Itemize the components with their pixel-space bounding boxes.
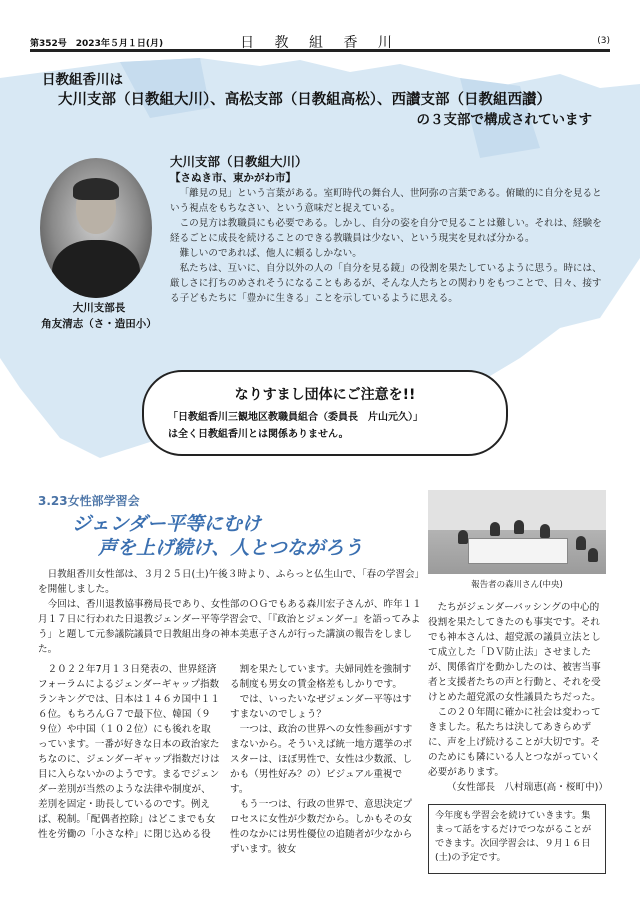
article-headline (72, 512, 363, 560)
branch-paragraph: この見方は教職員にも必要である。しかし、自分の姿を自分で見ることは難しい。それは、経験を経るごとに成長を続けることのできる教職員は少ない、という現実を見れば分かる。 (170, 218, 602, 244)
article-paragraph: たちがジェンダーバッシングの中心的役割を果たしてきたのも事実です。それでも神本さんは、超党派の議員立法として成立した「ＤＶ防止法」させましたが、関係省庁を動かしたのは、被害当事者と支援者たちの声と行動と、それを受けとめた超党派の女性議員たちだった。 (428, 602, 601, 703)
article-column-3 (428, 600, 608, 795)
page-header (30, 30, 610, 52)
impersonation-notice (142, 370, 508, 456)
headline-line-2: 声を上げ続け、人とつながろう (98, 537, 363, 559)
intro-block (42, 70, 602, 130)
photo-caption: 報告者の森川さん(中央) (471, 580, 563, 590)
branch-paragraph: 難しいのであれば、他人に頼るしかない。 (179, 248, 362, 259)
article-paragraph: 一つは、政治の世界への女性参画がすすまないから。そういえば統一地方選挙のポスターは、ほぼ男性で、女性は少数派、しかも（男性好み？の）ビジュアル重視です。 (230, 724, 413, 795)
notice-title: なりすまし団体にご注意を!! (234, 387, 416, 403)
branch-message (170, 153, 602, 306)
intro-line-2: 大川支部（日教組大川）、高松支部（日教組高松）、西讃支部（日教組西讃） (58, 92, 551, 108)
article-column-2 (230, 662, 420, 857)
article-paragraph: では、いったいなぜジェンダー平等はすすまないのでしょう？ (230, 694, 412, 720)
branch-leader-portrait (40, 158, 152, 298)
newsletter-title: 日 教 組 香 川 (240, 35, 400, 51)
article-signature: （女性部長 八村瑞恵(高・桜町中)） (447, 782, 608, 793)
branch-paragraph: 「離見の見」という言葉がある。室町時代の舞台人、世阿弥の言葉である。俯瞰的に自分を見るという視点をもちなさい、という意味だと捉えている。 (170, 188, 602, 214)
lead-paragraph: 日教組香川女性部は、３月２５日(土)午後３時より、ふらっと仏生山で、「春の学習会」を開催しました。 (38, 569, 420, 595)
issue-number: 第352号 2023年５月１日(月) (30, 39, 164, 49)
portrait-caption (34, 300, 164, 332)
meeting-photo (428, 490, 606, 574)
branch-area: 【さぬき市、東かがわ市】 (170, 172, 296, 184)
headline-line-1: ジェンダー平等にむけ (72, 513, 261, 535)
header-rule (30, 49, 610, 52)
portrait-caption-title: 大川支部長 (72, 302, 126, 314)
article-lead (38, 567, 422, 657)
page-number: (3) (597, 36, 610, 46)
article-paragraph: 割を果たしています。夫婦同姓を強制する制度も男女の賃金格差もしかりです。 (230, 664, 412, 690)
notice-line-1: 「日教組香川三観地区教職員組合（委員長 片山元久）」 (168, 412, 423, 423)
notice-line-2: は全く日教組香川とは関係ありません。 (168, 429, 349, 440)
portrait-caption-name: 角友清志（さ・造田小） (41, 318, 157, 330)
article-paragraph: もう一つは、行政の世界で、意思決定プロセスに女性が少数だから。しかもその女性のなかには男性優位の追随者が少なからずいます。彼女 (230, 799, 413, 855)
article-section-title: 3.23女性部学習会 (38, 494, 140, 508)
next-meeting-box: 今年度も学習会を続けていきます。集まって話をするだけでつながることができます。次回学習会は、９月１６日(土)の予定です。 (428, 804, 606, 874)
notice-body (168, 409, 488, 443)
branch-name: 大川支部（日教組大川） (170, 154, 308, 169)
article-paragraph: この２０年間に確かに社会は変わってきました。私たちは決してあきらめずに、声を上げ続けることが大切です。そのためにも隣にいる人とつながっていく必要があります。 (428, 707, 601, 778)
article-column-1 (38, 662, 220, 842)
lead-paragraph: 今回は、香川退教協事務局長であり、女性部のＯＧでもある森川宏子さんが、昨年１１月１７日に行われた日退教ジェンダー平等学習会で、「『政治とジェンダー』を語ってみよう」と題して元参議院議員で日教組出身の神本美恵子さんが行った講演の報告をしました。 (38, 599, 422, 655)
branch-paragraph: 私たちは、互いに、自分以外の人の「自分を見る鏡」の役割を果たしているように思う。時には、厳しさに打ちのめされそうになることもあるが、そんな人たちとの関わりをもつことで、日々、接する子どもたちに「豊かに生きる」ことを示しているように思える。 (170, 263, 602, 304)
article-paragraph: ２０２２年7月１３日発表の、世界経済フォーラムによるジェンダーギャップ指数ランキングでは、日本は１４６カ国中１１６位。もちろんＧ７で最下位、韓国（９９位）や中国（１０２位）にも後れを取っています。一番が好きな日本の政治家たちなのに、ジェンダーギャップ指数だけは目に入らないかのようです。まるでジェンダー差別が当然のような法律や制度が、差別を固定・助長しているのです。例えば、税制。「配偶者控除」はどこまでも女性を労働の「小さな枠」に閉じ込める役 (38, 664, 220, 840)
intro-line-3: の３支部で構成されています (416, 112, 592, 128)
intro-line-1: 日教組香川は (42, 72, 123, 88)
